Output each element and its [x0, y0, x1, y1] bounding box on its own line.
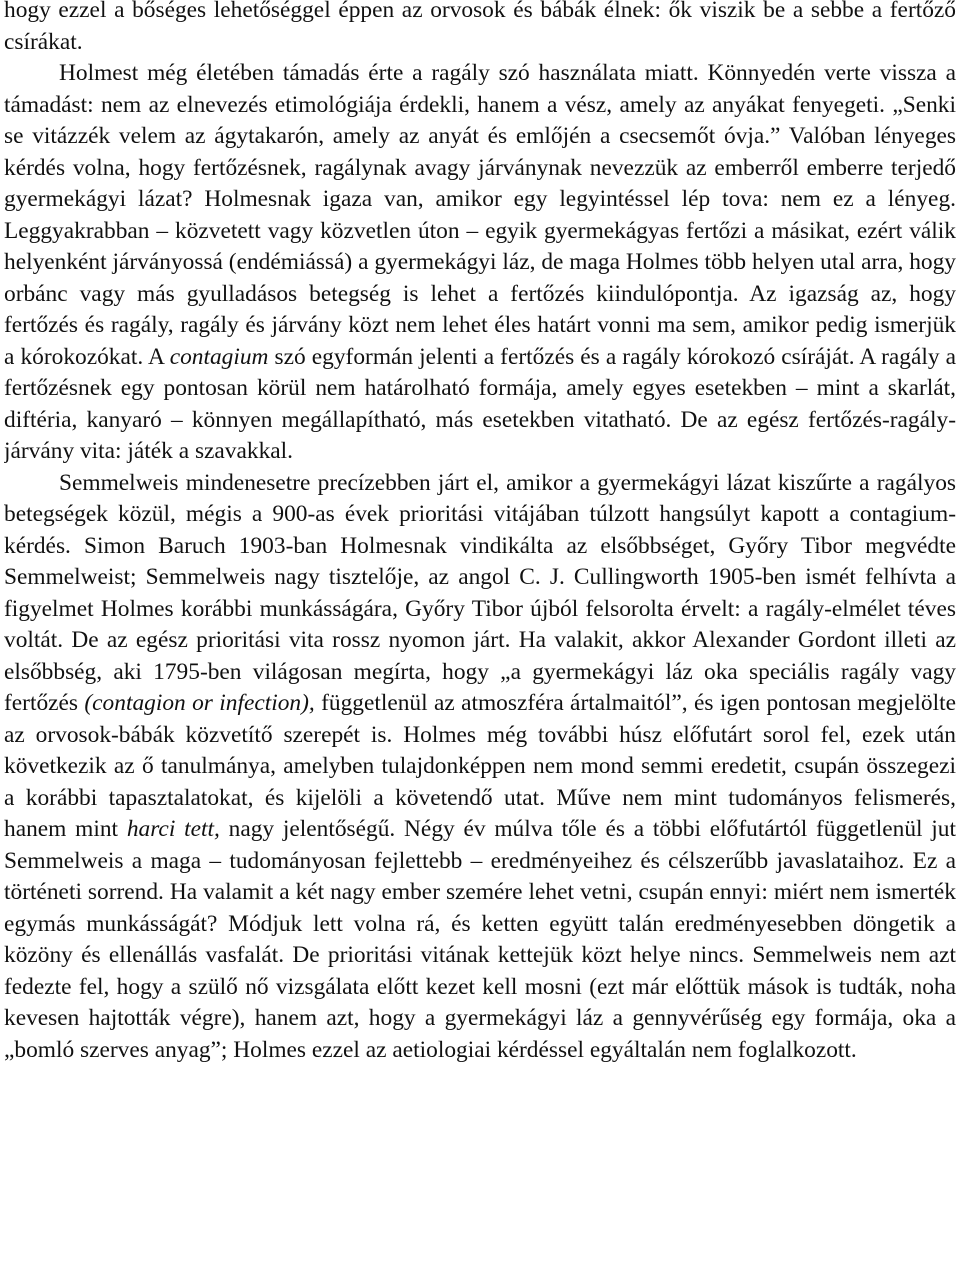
paragraph-3	[4, 468, 956, 1067]
paragraph-3-text-c: nagy jelentőségű. Négy év múlva tőle és a többi előfutártól függetlenül jut Semmelweis a maga – tudományosan fejlettebb – eredményeihez és célszerűbb javaslataihoz. Ez a történeti sorrend. Ha valamit a két nagy ember szemére lehet vetni, csupán ennyi: miért nem ismerték egymás munkásságát? Módjuk lett volna rá, és ketten együtt talán eredményesebben döngetik a közöny és ellenállás vasfalát. De prioritási vitának kettejük közt helye nincs. Semmelweis nem azt fedezte fel, hogy a szülő nő vizsgálata előtt kezet kell mosni (ezt már előttük mások is tudták, noha kevesen hajtották végre), hanem azt, hogy a gyermekágyi láz a gennyvérűség egy formája, oka a „bomló szerves anyag”; Holmes ezzel az aetiologiai kérdéssel egyáltalán nem foglalkozott.	[4, 816, 956, 1063]
paragraph-2	[4, 58, 956, 468]
paragraph-3-text-a: Semmelweis mindenesetre precízebben járt el, amikor a gyermekágyi lázat kiszűrte a ragályos betegségek közül, mégis a 900-as évek prioritási vitájában túlzott hangsúlyt kapott a contagium-kérdés. Simon Baruch 1903-ban Holmesnak vindikálta az elsőbbséget, Győry Tibor megvédte Semmelweist; Semmelweis nagy tisztelője, az angol C. J. Cullingworth 1905-ben ismét felhívta a figyelmet Holmes korábbi munkásságára, Győry Tibor újból felsorolta érvelt: a ragály-elmélet téves voltát. De az egész prioritási vita rossz nyomon járt. Ha valakit, akkor Alexander Gordont illeti az elsőbbség, aki 1795-ben világosan megírta, hogy „a gyermekágyi láz oka speciális ragály vagy fertőzés	[4, 469, 956, 716]
paragraph-3-italic-contagion: (contagion or infection),	[84, 690, 315, 716]
paragraph-2-italic-contagium: contagium	[169, 343, 269, 370]
document-page	[4, 0, 956, 1272]
paragraph-3-text-b: függetlenül az atmoszféra ártalmaitól”, és igen pontosan megjelölte az orvosok-bábák közvetítő szerepét is. Holmes még további húsz előfutárt sorol fel, ezek után következik az ő tanulmánya, amelyben tulajdonképpen nem mond semmi eredetit, csupán összegezi a korábbi tapasztalatokat, és kijelöli a követendő utat. Műve nem mint tudományos felismerés, hanem mint	[4, 690, 956, 842]
paragraph-3-italic-harci-tett: harci tett,	[126, 816, 220, 842]
paragraph-2-text-a: Holmest még életében támadás érte a ragály szó használata miatt. Könnyedén verte vissza a támadást: nem az elnevezés etimológiája érdekli, hanem a vész, amely az anyákat fenyegeti. „Senki se vitázzék velem az ágytakarón, amely az anyát és emlőjén a csecsemőt óvja.” Valóban lényeges kérdés volna, hogy fertőzésnek, ragálynak avagy járványnak nevezzük az emberről emberre terjedő gyermekágyi lázat? Holmesnak igaza van, amikor egy legyintéssel lép tova: nem ez a lényeg. Leggyakrabban – közvetett vagy közvetlen úton – egyik gyermekágyas fertőzi a másikat, ezért válik helyenként járványossá (endémiássá) a gyermekágyi láz, de maga Holmes több helyen utal arra, hogy orbánc vagy más gyulladásos betegség is lehet a fertőzés kiindulópontja. Az igazság az, hogy fertőzés és ragály, ragály és járvány közt nem lehet éles határt vonni ma sem, amikor pedig ismerjük a kórokozókat. A	[4, 60, 956, 370]
paragraph-2-text-b: szó egyformán jelenti a fertőzés és a ragály kórokozó csíráját. A ragály a fertőzésnek egy pontosan körül nem határolható formája, amely egyes esetekben – mint a skarlát, diftéria, kanyaró – könnyen megállapítható, más esetekben vitatható. De az egész fertőzés-ragály-járvány vita: játék a szavakkal.	[4, 343, 956, 464]
paragraph-1-text: hogy ezzel a bőséges lehetőséggel éppen az orvosok és bábák élnek: ők viszik be a sebbe a fertőző csírákat.	[4, 0, 956, 55]
paragraph-1	[4, 0, 956, 58]
